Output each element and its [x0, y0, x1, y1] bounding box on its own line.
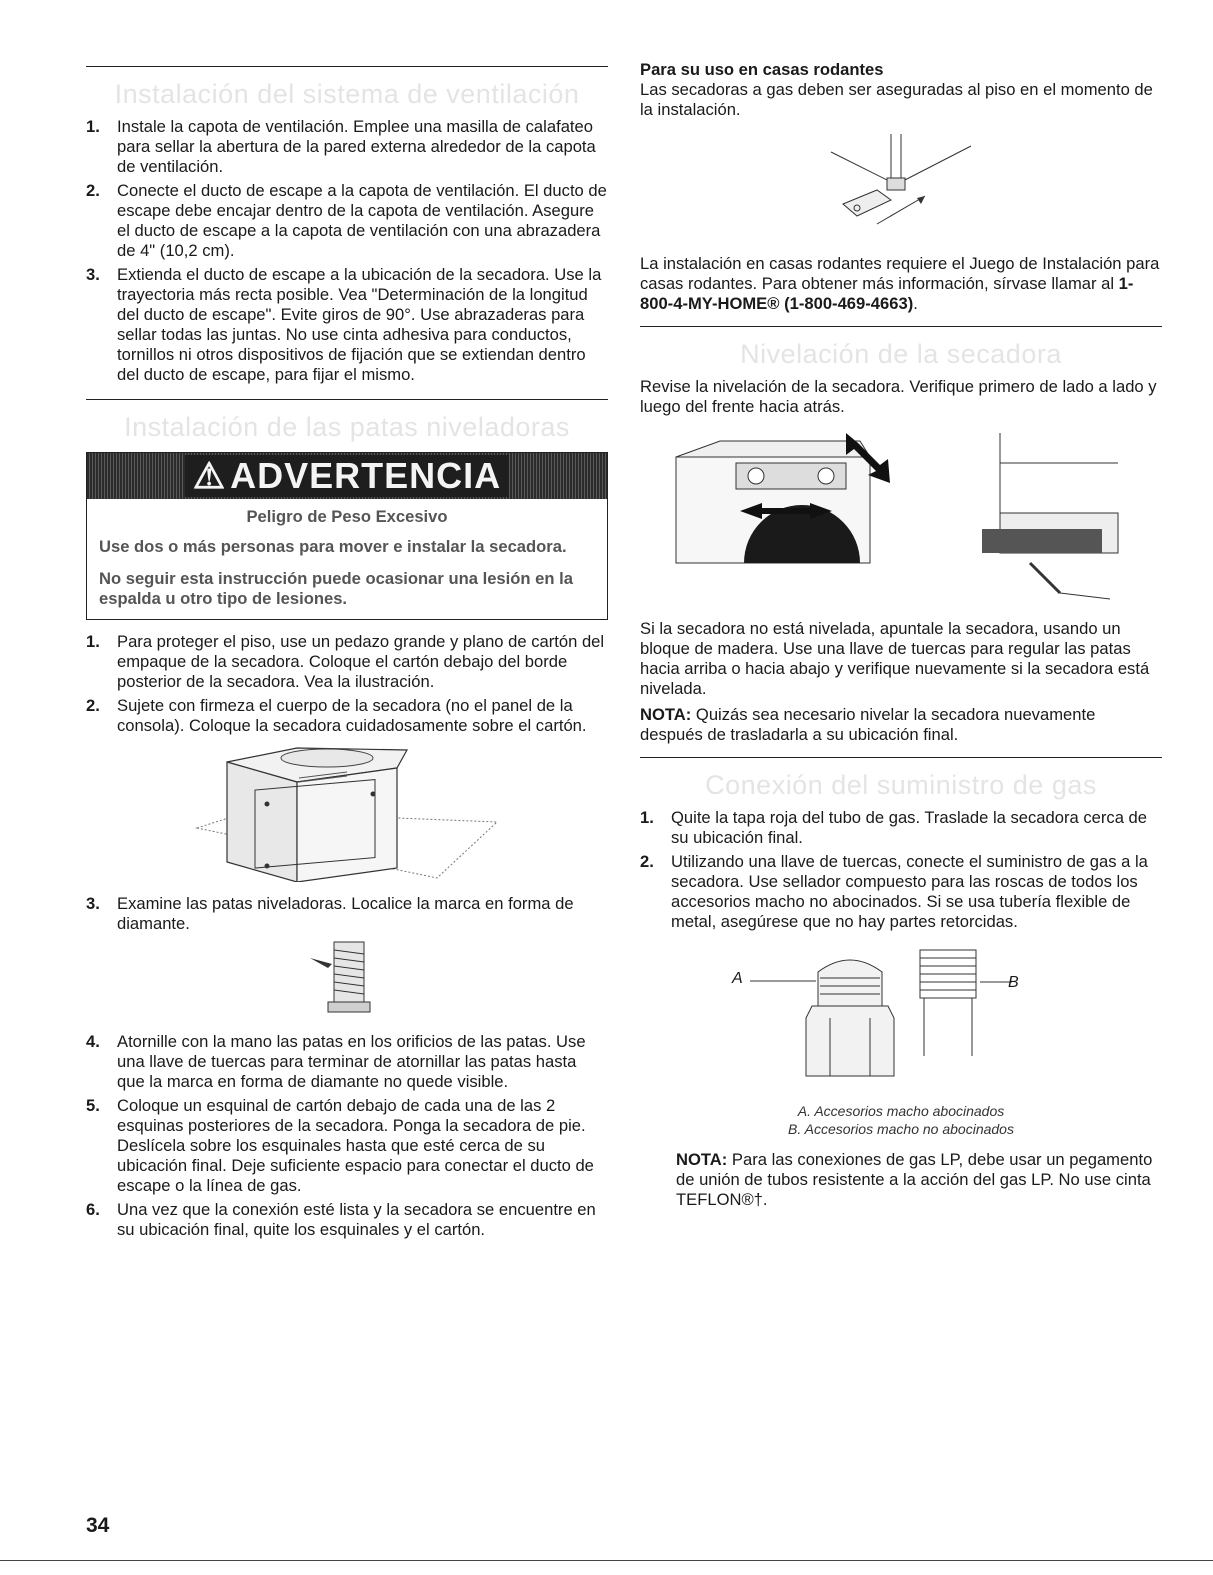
leveling-steps-final: [86, 1032, 608, 1240]
section-title-venting: Instalación del sistema de ventilación: [114, 79, 580, 109]
leveling-steps: [86, 632, 608, 736]
divider: [640, 757, 1162, 758]
venting-steps: [86, 117, 608, 385]
divider: [640, 326, 1162, 327]
warning-triangle-icon: ⚠: [192, 455, 227, 496]
mobile-home-kit-text: La instalación en casas rodantes requiere el Juego de Instalación para casas rodantes. Para obtener más información, sírvase llamar al 1-800-4-MY-HOME® (1-800-469-4663).: [640, 254, 1160, 313]
list-item: 1. Instale la capota de ventilación. Emplee una masilla de calafateo para sellar la abertura de la pared externa alrededor de la capota de ventilación.: [86, 117, 596, 176]
section-title-dryer-leveling: Nivelación de la secadora: [740, 339, 1062, 369]
warning-heading: Peligro de Peso Excesivo: [246, 507, 448, 526]
leveling-note: NOTA: Quizás sea necesario nivelar la secadora nuevamente después de trasladarla a su ubicación final.: [640, 705, 1096, 744]
gas-fittings-figure: [640, 946, 1162, 1096]
gas-steps: [640, 808, 1162, 932]
warning-text: Use dos o más personas para mover e instalar la secadora.: [99, 537, 567, 556]
divider: [86, 66, 608, 67]
fitting-label-a: A: [732, 970, 743, 987]
section-title-gas-supply: Conexión del suministro de gas: [705, 770, 1097, 800]
warning-body: [87, 499, 607, 619]
list-item: 2. Utilizando una llave de tuercas, conecte el suministro de gas a la secadora. Use sellador compuesto para las roscas de todos los accesorios macho no abocinados. Si se usa tubería flexible de metal, asegúrese que no hay partes retorcidas.: [640, 852, 1148, 931]
divider: [0, 1560, 1213, 1561]
divider: [86, 399, 608, 400]
gas-note: NOTA: Para las conexiones de gas LP, debe usar un pegamento de unión de tubos resistente a la acción del gas LP. No use cinta TEFLON®†.: [676, 1150, 1153, 1209]
warning-header: [87, 453, 607, 499]
leveling-leg-illustration: [302, 938, 392, 1018]
right-column: [640, 60, 1162, 1210]
leveling-steps-cont: [86, 894, 608, 934]
leveling-text: Revise la nivelación de la secadora. Verifique primero de lado a lado y luego del frente hacia atrás.: [640, 377, 1157, 416]
mobile-home-heading: Para su uso en casas rodantes: [640, 60, 884, 79]
dryer-leveling-illustration: [640, 433, 1120, 609]
fitting-label-b: B: [1008, 974, 1019, 991]
list-item: 1. Para proteger el piso, use un pedazo grande y plano de cartón del empaque de la secadora. Coloque el cartón debajo del borde posterior de la secadora. Vea la ilustración.: [86, 632, 605, 691]
dryer-on-cardboard-illustration: [187, 742, 507, 882]
warning-title: ⚠ ADVERTENCIA: [185, 455, 509, 497]
figure-caption: A. Accesorios macho abocinados: [797, 1103, 1005, 1119]
warning-text: No seguir esta instrucción puede ocasionar una lesión en la espalda u otro tipo de lesiones.: [99, 569, 573, 608]
list-item: 4. Atornille con la mano las patas en los orificios de las patas. Use una llave de tuercas para terminar de atornillar las patas hasta que la marca en forma de diamante no quede visible.: [86, 1032, 586, 1091]
gas-fittings-illustration: [640, 946, 1162, 1096]
mobile-home-bracket-illustration: [821, 134, 981, 244]
phone-number: 1-800-4-MY-HOME® (1-800-469-4663): [640, 274, 1134, 313]
leveling-adjust-text: Si la secadora no está nivelada, apuntale la secadora, usando un bloque de madera. Use una llave de tuercas para regular las patas hacia arriba o hacia abajo y verifique nuevamente si la secadora está nivelada.: [640, 619, 1150, 698]
list-item: 3. Extienda el ducto de escape a la ubicación de la secadora. Use la trayectoria más recta posible. Vea "Determinación de la longitud del ducto de escape". Evite giros de 90°. Use abrazaderas para sellar todas las juntas. No use cinta adhesiva para conductos, tornillos ni otros dispositivos de fijación que se extiendan dentro del ducto de escape, para fijar el mismo.: [86, 265, 602, 384]
list-item: 5. Coloque un esquinal de cartón debajo de cada una de las 2 esquinas posteriores de la secadora. Ponga la secadora de pie. Deslícela sobre los esquinales hasta que esté cerca de su ubicación final. Deje suficiente espacio para conectar el ducto de escape o la línea de gas.: [86, 1096, 594, 1195]
section-title-leveling-legs: Instalación de las patas niveladoras: [124, 412, 570, 442]
page-number: 34: [86, 1514, 110, 1537]
mobile-home-text: Las secadoras a gas deben ser aseguradas al piso en el momento de la instalación.: [640, 80, 1153, 119]
list-item: 2. Conecte el ducto de escape a la capota de ventilación. El ducto de escape debe encajar dentro de la capota de ventilación. Asegure el ducto de escape a la capota de ventilación con una abrazadera de 4" (10,2 cm).: [86, 181, 607, 260]
figure-caption: B. Accesorios macho no abocinados: [788, 1121, 1014, 1137]
list-item: 2. Sujete con firmeza el cuerpo de la secadora (no el panel de la consola). Coloque la secadora cuidadosamente sobre el cartón.: [86, 696, 587, 735]
list-item: 6. Una vez que la conexión esté lista y la secadora se encuentre en su ubicación final, quite los esquinales y el cartón.: [86, 1200, 596, 1239]
list-item: 3. Examine las patas niveladoras. Localice la marca en forma de diamante.: [86, 894, 574, 933]
list-item: 1. Quite la tapa roja del tubo de gas. Traslade la secadora cerca de su ubicación final.: [640, 808, 1147, 847]
left-column: [86, 60, 608, 1244]
warning-box: [86, 452, 608, 620]
